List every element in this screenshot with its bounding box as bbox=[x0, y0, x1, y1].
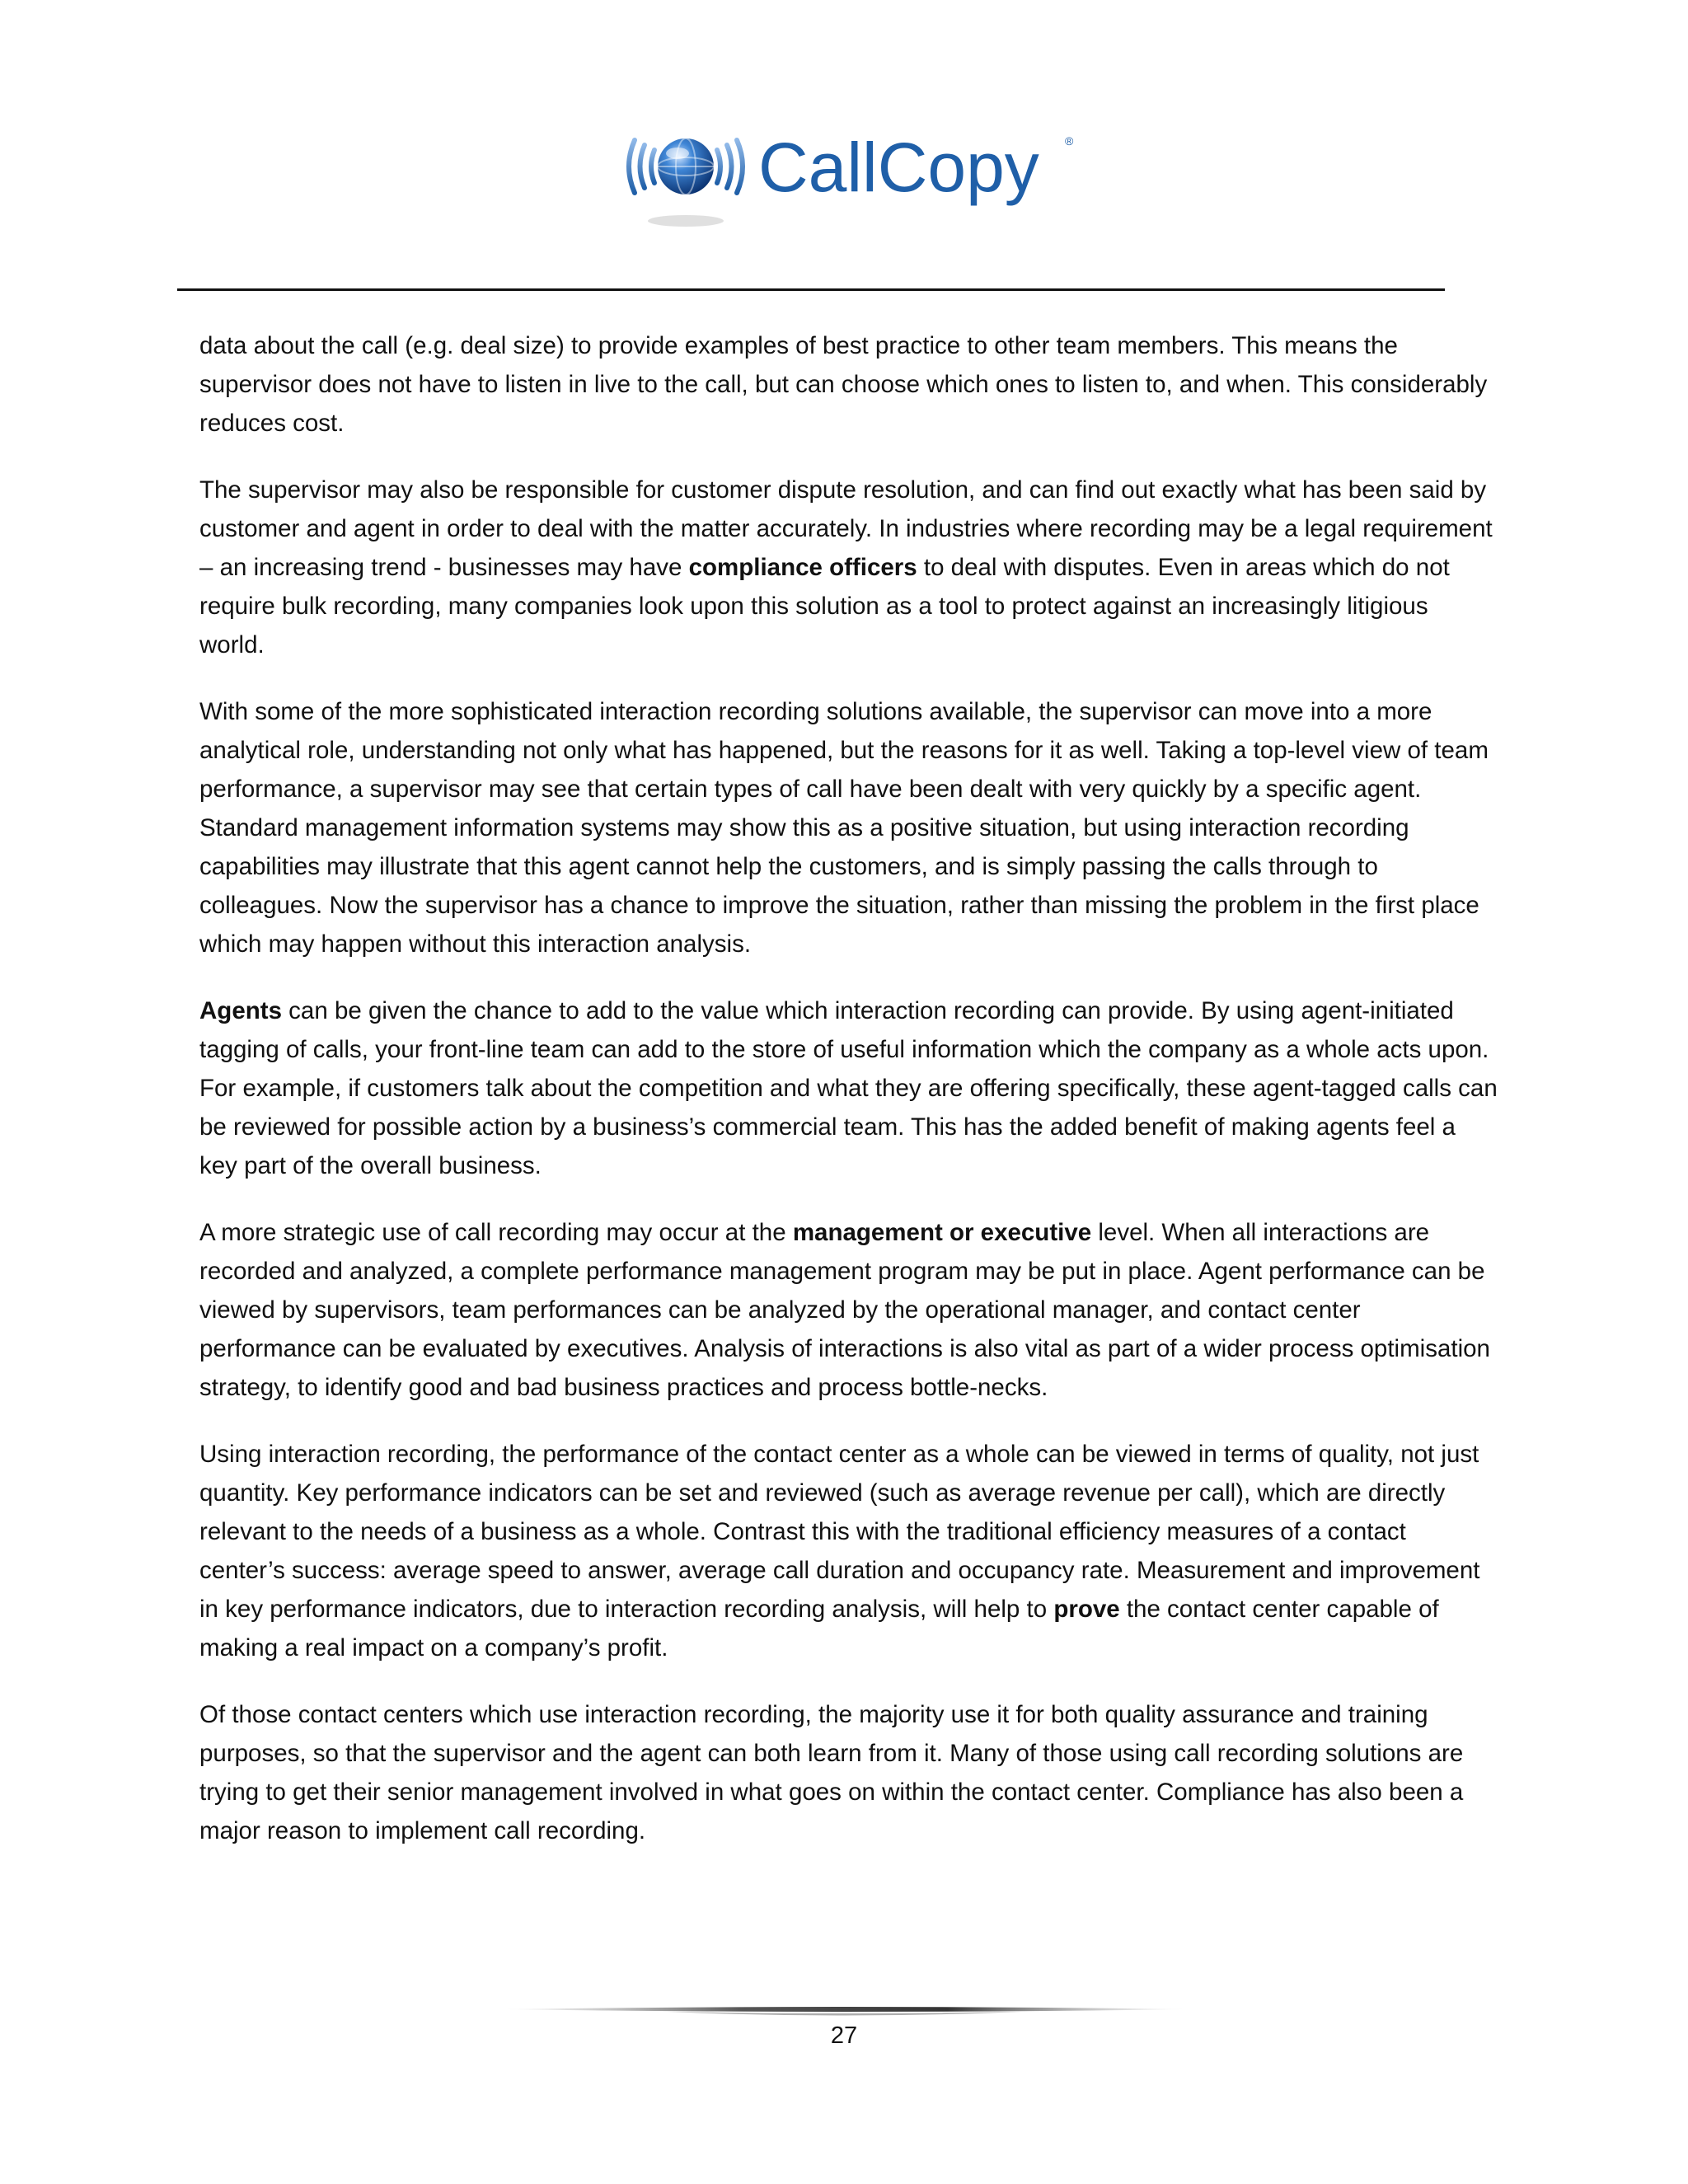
body-text bbox=[199, 326, 1498, 1878]
bold-text: Agents bbox=[199, 997, 282, 1024]
text-run: to deal with disputes. Even in areas which do not require bulk recording, many companies look upon this solution as a tool to protect against an increasingly litigious world. bbox=[199, 554, 1450, 658]
text-run: the contact center capable of making a real impact on a company’s profit. bbox=[199, 1596, 1439, 1661]
paragraph bbox=[199, 1695, 1498, 1850]
text-run: The supervisor may also be responsible for customer dispute resolution, and can find out exactly what has been said by customer and agent in order to deal with the matter accurately. In industries where recording may be a legal requirement – an increasing trend - businesses may have bbox=[199, 476, 1493, 581]
logo-wordmark: CallCopy bbox=[758, 129, 1039, 206]
paragraph bbox=[199, 692, 1498, 963]
text-run: With some of the more sophisticated interaction recording solutions available, the supervisor can move into a more analytical role, understanding not only what has happened, but the reasons for it as well. Taking a top-level view of team performance, a supervisor may see that certain types of call have been dealt with very quickly by a specific agent. Standard management information systems may show this as a positive situation, but using interaction recording capabilities may illustrate that this agent cannot help the customers, and is simply passing the calls through to colleagues. Now the supervisor has a chance to improve the situation, rather than missing the problem in the first place which may happen without this interaction analysis. bbox=[199, 698, 1489, 958]
text-run: data about the call (e.g. deal size) to provide examples of best practice to other team members. This means the supervisor does not have to listen in live to the call, but can choose which ones to listen to, and when. This considerably reduces cost. bbox=[199, 332, 1488, 437]
bold-text: prove bbox=[1053, 1596, 1120, 1623]
paragraph bbox=[199, 991, 1498, 1185]
globe-sound-waves-icon bbox=[620, 115, 1081, 231]
paragraph bbox=[199, 471, 1498, 664]
text-run: Using interaction recording, the performance of the contact center as a whole can be viewed in terms of quality, not just quantity. Key performance indicators can be set and reviewed (such as average revenue per call), which are directly relevant to the needs of a business as a whole. Contrast this with the traditional efficiency measures of a contact center’s success: average speed to answer, average call duration and occupancy rate. Measurement and improvement in key performance indicators, due to interaction recording analysis, will help to bbox=[199, 1441, 1480, 1623]
bold-text: management or executive bbox=[792, 1219, 1092, 1246]
paragraph bbox=[199, 1213, 1498, 1407]
bold-text: compliance officers bbox=[688, 554, 917, 581]
text-run: can be given the chance to add to the value which interaction recording can provide. By using agent-initiated tagging of calls, your front-line team can add to the store of useful information which the company as a whole acts upon. For example, if customers talk about the competition and what they are offering specifically, these agent-tagged calls can be reviewed for possible action by a business’s commercial team. This has the added benefit of making agents feel a key part of the overall business. bbox=[199, 997, 1498, 1179]
footer-divider bbox=[503, 2006, 1187, 2019]
callcopy-logo bbox=[620, 115, 1081, 231]
text-run: A more strategic use of call recording may occur at the bbox=[199, 1219, 793, 1246]
text-run: Of those contact centers which use interaction recording, the majority use it for both quality assurance and training purposes, so that the supervisor and the agent can both learn from it. Many of those using call recording solutions are trying to get their senior management involved in what goes on within the contact center. Compliance has also been a major reason to implement call recording. bbox=[199, 1701, 1464, 1844]
paragraph bbox=[199, 1435, 1498, 1667]
svg-text:®: ® bbox=[1065, 134, 1074, 148]
text-run: level. When all interactions are recorded and analyzed, a complete performance management program may be put in place. Agent performance can be viewed by supervisors, team performances can be analyzed by the operational manager, and contact center performance can be evaluated by executives. Analysis of interactions is also vital as part of a wider process optimisation strategy, to identify good and bad business practices and process bottle-necks. bbox=[199, 1219, 1490, 1401]
paragraph bbox=[199, 326, 1498, 443]
header-divider bbox=[177, 288, 1445, 291]
page-number: 27 bbox=[830, 2022, 858, 2049]
